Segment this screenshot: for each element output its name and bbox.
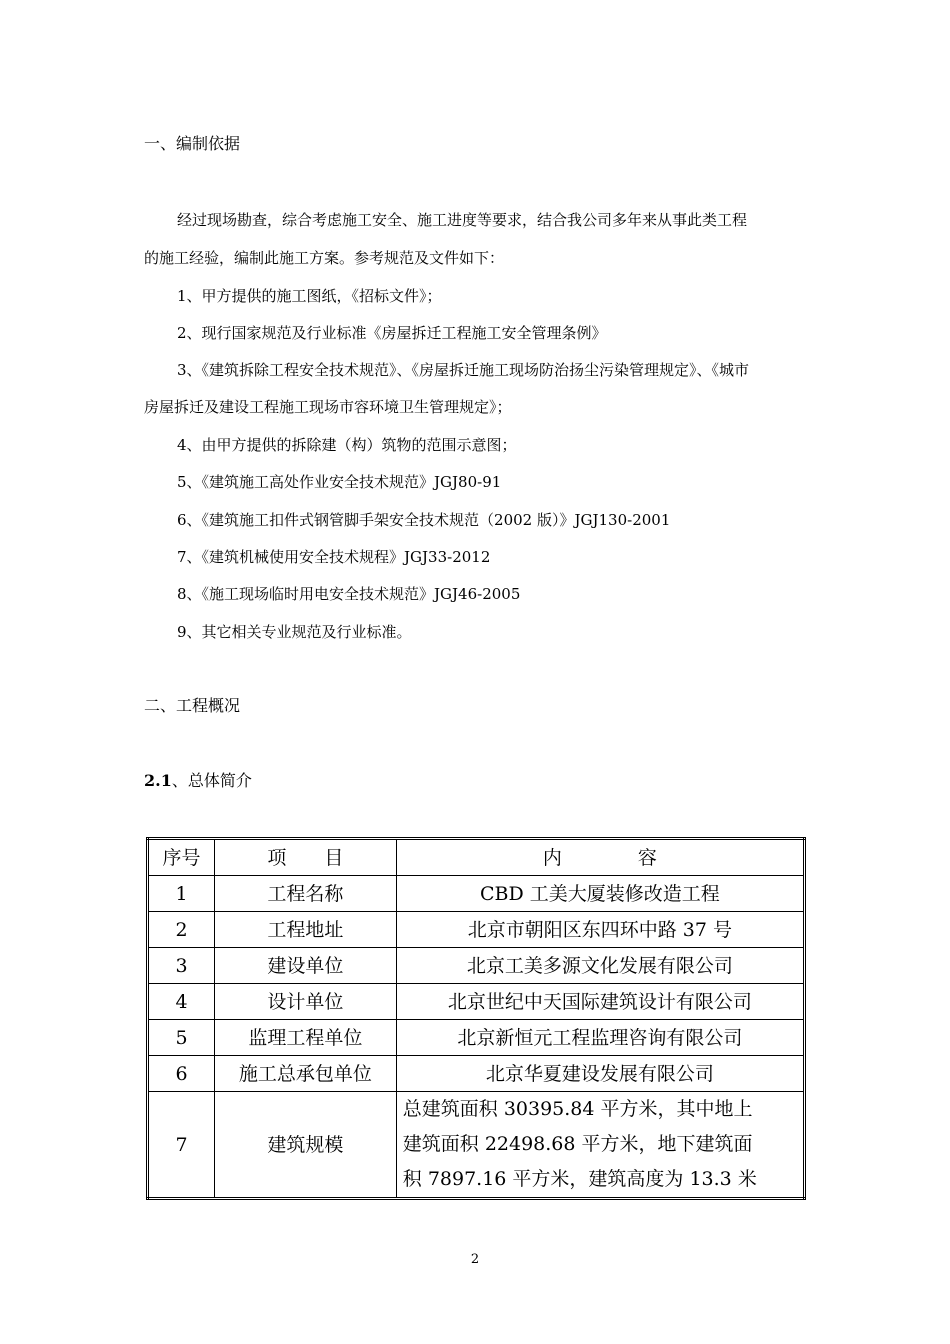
- content-line: 总建筑面积 30395.84 平方米，其中地上: [402, 1098, 753, 1120]
- row-no: 1: [148, 876, 215, 912]
- subsection-number: 2.1: [144, 771, 172, 790]
- subsection-2-1-title: [144, 771, 252, 791]
- table-row: [148, 948, 805, 984]
- header-item: 项 目: [215, 839, 397, 876]
- reference-item-5: 5、《建筑施工高处作业安全技术规范》JGJ80-91: [177, 473, 502, 491]
- reference-item-2: 2、现行国家规范及行业标准《房屋拆迁工程施工安全管理条例》: [177, 324, 607, 342]
- row-no: 2: [148, 912, 215, 948]
- row-no: 3: [148, 948, 215, 984]
- row-item: 施工总承包单位: [215, 1056, 397, 1092]
- subsection-title: 、总体简介: [171, 771, 252, 790]
- header-no: 序号: [148, 839, 215, 876]
- content-line: 积 7897.16 平方米，建筑高度为 13.3 米: [402, 1168, 757, 1190]
- row-no: 5: [148, 1020, 215, 1056]
- table-row: [148, 1020, 805, 1056]
- section-1-title: 一、编制依据: [144, 134, 241, 153]
- row-item: 建设单位: [215, 948, 397, 984]
- row-content-multiline: [396, 1092, 804, 1199]
- row-item: 工程名称: [215, 876, 397, 912]
- row-content: 北京工美多源文化发展有限公司: [396, 948, 804, 984]
- reference-item-7: 7、《建筑机械使用安全技术规程》JGJ33-2012: [177, 548, 491, 566]
- row-content: 北京新恒元工程监理咨询有限公司: [396, 1020, 804, 1056]
- row-content: 北京市朝阳区东四环中路 37 号: [396, 912, 804, 948]
- table-header-row: [148, 839, 805, 876]
- row-item: 监理工程单位: [215, 1020, 397, 1056]
- reference-item-6: 6、《建筑施工扣件式钢管脚手架安全技术规范（2002 版）》JGJ130-2001: [177, 511, 671, 529]
- content-line: 建筑面积 22498.68 平方米，地下建筑面: [402, 1133, 753, 1155]
- intro-line-2: 的施工经验，编制此施工方案。参考规范及文件如下：: [144, 249, 505, 267]
- row-no: 6: [148, 1056, 215, 1092]
- page-number: 2: [470, 1252, 480, 1267]
- row-no: 7: [148, 1092, 215, 1199]
- reference-item-8: 8、《施工现场临时用电安全技术规范》JGJ46-2005: [177, 585, 521, 603]
- row-content: 北京华夏建设发展有限公司: [396, 1056, 804, 1092]
- reference-item-9: 9、其它相关专业规范及行业标准。: [177, 623, 412, 641]
- table-row-building-scale: [148, 1092, 805, 1199]
- header-content: 内 容: [396, 839, 804, 876]
- project-overview-table: [146, 837, 806, 1200]
- reference-item-4: 4、由甲方提供的拆除建（构）筑物的范围示意图；: [177, 436, 517, 454]
- row-content: CBD 工美大厦装修改造工程: [396, 876, 804, 912]
- section-2-title: 二、工程概况: [144, 696, 241, 715]
- table-row: [148, 876, 805, 912]
- row-item: 建筑规模: [215, 1092, 397, 1199]
- reference-item-3: 3、《建筑拆除工程安全技术规范》、《房屋拆迁施工现场防治扬尘污染管理规定》、《城市: [177, 361, 750, 379]
- reference-item-3-continued: 房屋拆迁及建设工程施工现场市容环境卫生管理规定》；: [144, 398, 512, 416]
- intro-line-1: 经过现场勘查，综合考虑施工安全、施工进度等要求，结合我公司多年来从事此类工程: [177, 211, 748, 229]
- row-item: 设计单位: [215, 984, 397, 1020]
- table-row: [148, 1056, 805, 1092]
- reference-item-1: 1、甲方提供的施工图纸，《招标文件》；: [177, 287, 442, 305]
- row-item: 工程地址: [215, 912, 397, 948]
- row-content: 北京世纪中天国际建筑设计有限公司: [396, 984, 804, 1020]
- row-no: 4: [148, 984, 215, 1020]
- table-row: [148, 984, 805, 1020]
- table-row: [148, 912, 805, 948]
